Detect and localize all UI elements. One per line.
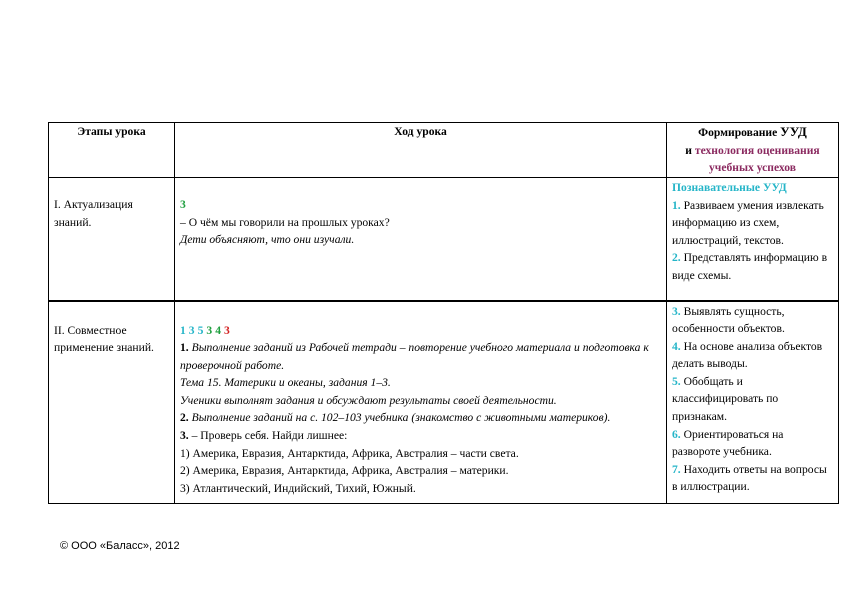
header-formation-prefix: Формирование <box>698 126 781 139</box>
uud-cell <box>667 178 839 301</box>
lesson-table <box>48 122 839 504</box>
uud-item: 5. Обобщать и классифицировать по признакам. <box>672 374 779 424</box>
task-3-option: 3) Атлантический, Индийский, Тихий, Южный. <box>180 481 416 495</box>
uud-item: 7. Находить ответы на вопросы в иллюстрации. <box>672 462 827 494</box>
header-formation-tech: технология оценивания учебных успехов <box>694 143 820 175</box>
course-answer: Дети объясняют, что они изучали. <box>180 233 355 247</box>
copyright-footer: © ООО «Баласс», 2012 <box>60 540 180 552</box>
header-formation-uud: УУД <box>780 124 807 139</box>
uud-item: 6. Ориентироваться на развороте учебника. <box>672 427 784 459</box>
uud-title: Познавательные УУД <box>672 181 787 194</box>
header-course: Ход урока <box>175 123 667 178</box>
uud-item: 2. Представлять информацию в виде схемы. <box>672 251 828 282</box>
uud-item: 3. Выявлять сущность, особенности объектов. <box>672 304 785 336</box>
uud-cell <box>667 301 839 504</box>
task-1-topic: Тема 15. Материки и океаны, задания 1–3. <box>180 376 391 390</box>
header-stages: Этапы урока <box>49 123 175 178</box>
task-1-result: Ученики выполнят задания и обсуждают результаты своей деятельности. <box>180 393 557 407</box>
header-formation-and: и <box>685 143 695 157</box>
task-2: 2. Выполнение заданий на с. 102–103 учебника (знакомство с животными материков). <box>180 411 611 425</box>
course-numbers: 1 3 5 3 4 3 <box>180 323 230 337</box>
course-cell <box>175 178 667 301</box>
table-row <box>49 301 839 504</box>
task-3-option: 1) Америка, Евразия, Антарктида, Африка, Австралия – части света. <box>180 446 519 460</box>
task-3-option: 2) Америка, Евразия, Антарктида, Африка, Австралия – материки. <box>180 464 509 478</box>
stage-cell: I. Актуализация знаний. <box>49 178 175 301</box>
course-cell <box>175 301 667 504</box>
task-3: 3. – Проверь себя. Найди лишнее: <box>180 429 348 443</box>
table-header-row <box>49 123 839 178</box>
task-1: 1. Выполнение заданий из Рабочей тетради – повторение учебного материала и подготовка к проверочной работе. <box>180 341 649 372</box>
uud-item: 1. Развиваем умения извлекать информацию из схем, иллюстраций, текстов. <box>672 198 824 247</box>
header-formation <box>667 123 839 178</box>
stage-cell: II. Совместное применение знаний. <box>49 301 175 504</box>
course-number: 3 <box>180 198 186 211</box>
table-row <box>49 178 839 301</box>
uud-item: 4. На основе анализа объектов делать выводы. <box>672 339 823 371</box>
course-question: – О чём мы говорили на прошлых уроках? <box>180 215 390 229</box>
